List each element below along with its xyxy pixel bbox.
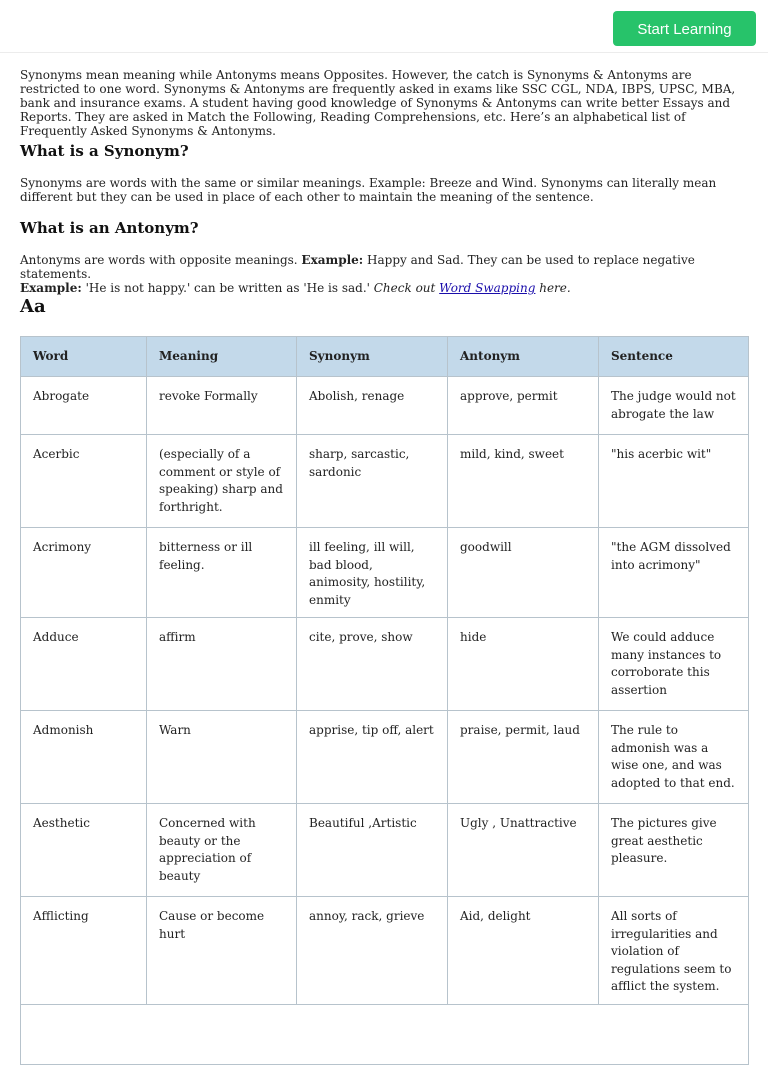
synonym-cell: annoy, rack, grieve	[297, 897, 448, 1005]
sentence-cell: The pictures give great aesthetic pleasure.	[599, 804, 749, 897]
table-row	[21, 804, 749, 897]
meaning-cell: Cause or become hurt	[147, 897, 297, 1005]
word-cell: Aesthetic	[21, 804, 147, 897]
check-out-text: Check out	[373, 281, 440, 295]
letter-heading: Aa	[20, 296, 46, 317]
table-row-partial	[21, 1004, 749, 1064]
antonym-paragraph	[20, 253, 748, 295]
here-text: here.	[535, 281, 571, 295]
column-header-word: Word	[21, 337, 147, 377]
meaning-cell: Warn	[147, 711, 297, 804]
antonym-text-1: Antonyms are words with opposite meanings.	[20, 253, 302, 267]
table-row	[21, 618, 749, 711]
antonym-cell: Aid, delight	[448, 897, 599, 1005]
table-row	[21, 377, 749, 435]
table-row	[21, 435, 749, 528]
word-cell: Acerbic	[21, 435, 147, 528]
synonym-cell: sharp, sarcastic, sardonic	[297, 435, 448, 528]
synonym-cell: Abolish, renage	[297, 377, 448, 435]
meaning-cell: Concerned with beauty or the appreciation of beauty	[147, 804, 297, 897]
sentence-cell: The judge would not abrogate the law	[599, 377, 749, 435]
column-header-synonym: Synonym	[297, 337, 448, 377]
antonym-text-3: 'He is not happy.' can be written as 'He is sad.'	[81, 281, 374, 295]
empty-cell	[21, 1004, 749, 1064]
sentence-cell: We could adduce many instances to corroborate this assertion	[599, 618, 749, 711]
word-swapping-link[interactable]: Word Swapping	[439, 281, 536, 295]
column-header-meaning: Meaning	[147, 337, 297, 377]
sentence-cell: The rule to admonish was a wise one, and was adopted to that end.	[599, 711, 749, 804]
example-label-2: Example:	[20, 281, 82, 295]
antonym-cell: goodwill	[448, 528, 599, 618]
word-cell: Admonish	[21, 711, 147, 804]
antonym-cell: hide	[448, 618, 599, 711]
start-learning-button[interactable]: Start Learning	[613, 11, 756, 46]
word-cell: Acrimony	[21, 528, 147, 618]
meaning-cell: affirm	[147, 618, 297, 711]
intro-paragraph: Synonyms mean meaning while Antonyms means Opposites. However, the catch is Synonyms & Antonyms are restricted to one word. Synonyms & Antonyms are frequently asked in exams like SSC CGL, NDA, IBPS, UPSC, MBA, bank and insurance exams. A student having good knowledge of Synonyms & Antonyms can write better Essays and Reports. They are asked in Match the Following, Reading Comprehensions, etc. Here’s an alphabetical list of Frequently Asked Synonyms & Antonyms.	[20, 68, 736, 138]
sentence-cell: "his acerbic wit"	[599, 435, 749, 528]
word-cell: Adduce	[21, 618, 147, 711]
column-header-sentence: Sentence	[599, 337, 749, 377]
column-header-antonym: Antonym	[448, 337, 599, 377]
synonym-cell: cite, prove, show	[297, 618, 448, 711]
word-cell: Afflicting	[21, 897, 147, 1005]
table-row	[21, 897, 749, 1005]
antonym-heading: What is an Antonym?	[20, 219, 199, 237]
meaning-cell: (especially of a comment or style of speaking) sharp and forthright.	[147, 435, 297, 528]
synonym-antonym-table	[20, 336, 749, 1065]
antonym-text-2: Happy and Sad. They can be used to replace negative statements.	[20, 253, 695, 281]
sentence-cell: All sorts of irregularities and violation of regulations seem to afflict the system.	[599, 897, 749, 1005]
synonym-cell: Beautiful ,Artistic	[297, 804, 448, 897]
synonym-cell: ill feeling, ill will, bad blood, animosity, hostility, enmity	[297, 528, 448, 618]
antonym-cell: approve, permit	[448, 377, 599, 435]
antonym-cell: praise, permit, laud	[448, 711, 599, 804]
synonym-cell: apprise, tip off, alert	[297, 711, 448, 804]
table-header-row	[21, 337, 749, 377]
meaning-cell: bitterness or ill feeling.	[147, 528, 297, 618]
example-label-1: Example:	[301, 253, 364, 267]
antonym-cell: Ugly , Unattractive	[448, 804, 599, 897]
synonym-heading: What is a Synonym?	[20, 142, 189, 160]
synonym-paragraph: Synonyms are words with the same or similar meanings. Example: Breeze and Wind. Synonyms can literally mean different but they can be used in place of each other to maintain the meaning of the sentence.	[20, 176, 717, 204]
table-row	[21, 711, 749, 804]
table-row	[21, 528, 749, 618]
top-bar	[0, 0, 768, 53]
meaning-cell: revoke Formally	[147, 377, 297, 435]
word-cell: Abrogate	[21, 377, 147, 435]
antonym-cell: mild, kind, sweet	[448, 435, 599, 528]
sentence-cell: "the AGM dissolved into acrimony"	[599, 528, 749, 618]
